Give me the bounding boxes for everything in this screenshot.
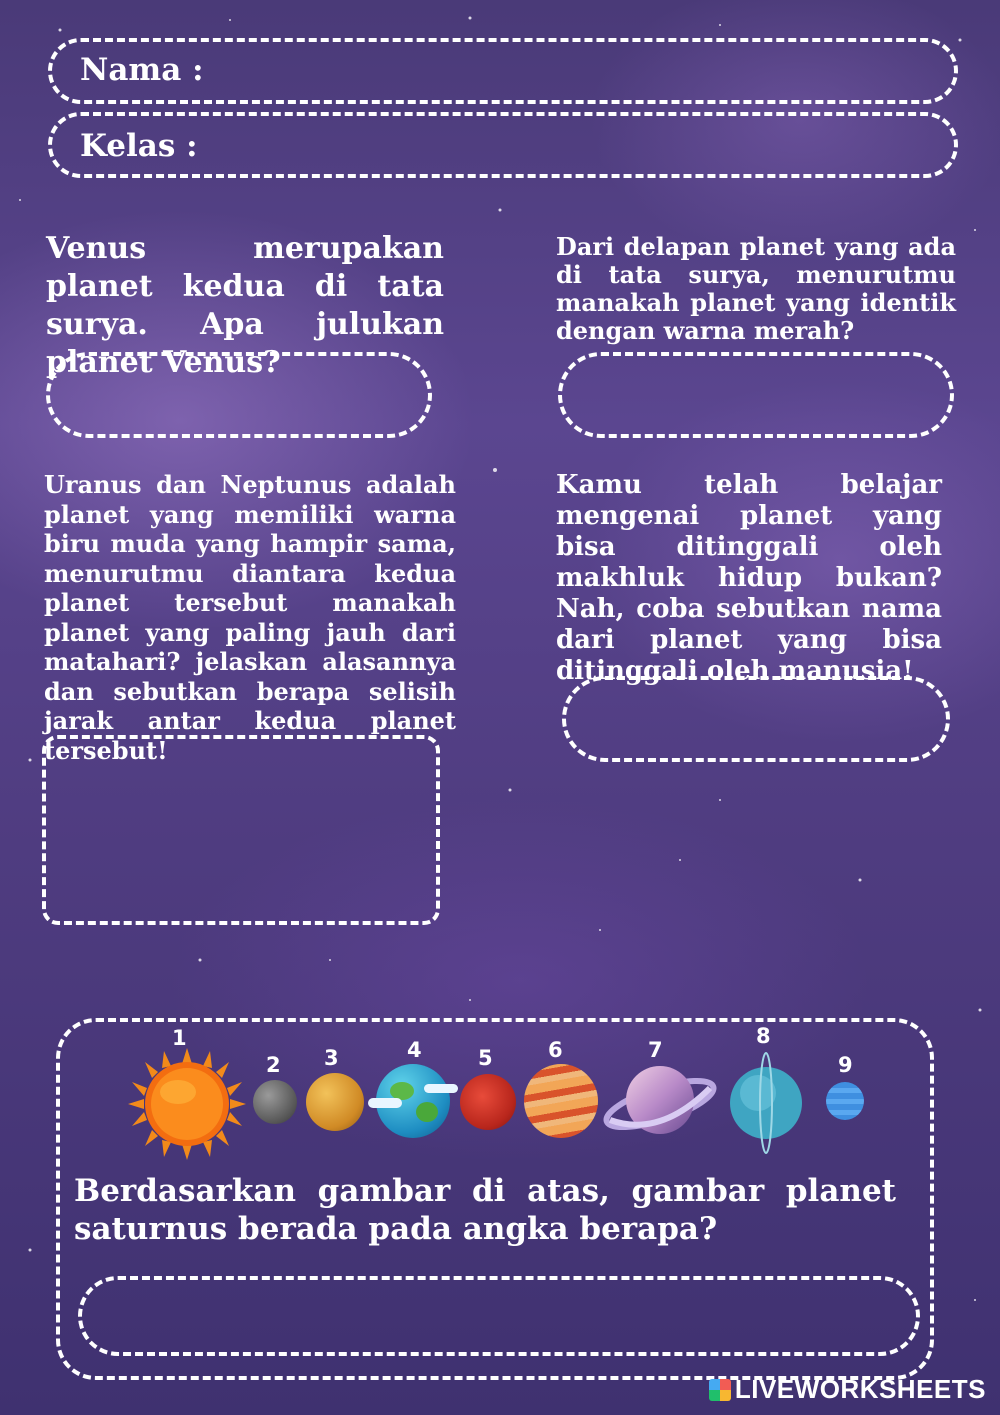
liveworksheets-logo bbox=[709, 1374, 986, 1405]
venus-icon bbox=[306, 1073, 364, 1131]
neptune-icon bbox=[826, 1082, 864, 1120]
planet-number-7: 7 bbox=[648, 1038, 663, 1062]
uranus-icon bbox=[726, 1050, 806, 1156]
class-input[interactable] bbox=[200, 124, 934, 168]
answer-box-q4[interactable] bbox=[562, 676, 950, 762]
mars-icon bbox=[460, 1074, 516, 1130]
planet-number-8: 8 bbox=[756, 1024, 771, 1048]
liveworksheets-logo-icon bbox=[709, 1379, 731, 1401]
name-label: Nama : bbox=[80, 52, 204, 88]
answer-box-q5[interactable] bbox=[78, 1276, 920, 1356]
planet-number-3: 3 bbox=[324, 1046, 339, 1070]
planet-number-5: 5 bbox=[478, 1046, 493, 1070]
question-red-planet: Dari delapan planet yang ada di tata surya, menurutmu manakah planet yang identik dengan warna merah? bbox=[556, 232, 956, 345]
class-label: Kelas : bbox=[80, 128, 198, 164]
brand-text: LIVEWORKSHEETS bbox=[734, 1374, 986, 1404]
mercury-icon bbox=[253, 1080, 297, 1124]
name-input[interactable] bbox=[200, 50, 934, 94]
question-habitable-planet: Kamu telah belajar mengenai planet yang bisa ditinggali oleh makhluk hidup bukan? Nah, coba sebutkan nama dari planet yang bisa ditinggali oleh manusia! bbox=[556, 470, 942, 686]
planet-number-6: 6 bbox=[548, 1038, 563, 1062]
answer-box-q1[interactable] bbox=[46, 352, 432, 438]
jupiter-icon bbox=[524, 1064, 598, 1138]
sun-icon bbox=[128, 1048, 246, 1160]
question-venus-nickname: Venus merupakan planet kedua di tata surya. Apa julukan planet Venus? bbox=[46, 231, 444, 380]
planet-number-2: 2 bbox=[266, 1053, 281, 1077]
saturn-icon bbox=[602, 1060, 718, 1144]
earth-icon bbox=[376, 1064, 450, 1138]
answer-box-q3[interactable] bbox=[42, 735, 440, 925]
question-saturn-number: Berdasarkan gambar di atas, gambar planet saturnus berada pada angka berapa? bbox=[74, 1173, 896, 1247]
answer-box-q2[interactable] bbox=[558, 352, 954, 438]
planet-number-1: 1 bbox=[172, 1026, 187, 1050]
question-uranus-neptune: Uranus dan Neptunus adalah planet yang memiliki warna biru muda yang hampir sama, menurutmu diantara kedua planet tersebut manakah planet yang paling jauh dari matahari? jelaskan alasannya dan sebutkan berapa selisih jarak antar kedua planet tersebut! bbox=[44, 470, 456, 765]
planet-number-9: 9 bbox=[838, 1053, 853, 1077]
planet-number-4: 4 bbox=[407, 1038, 422, 1062]
